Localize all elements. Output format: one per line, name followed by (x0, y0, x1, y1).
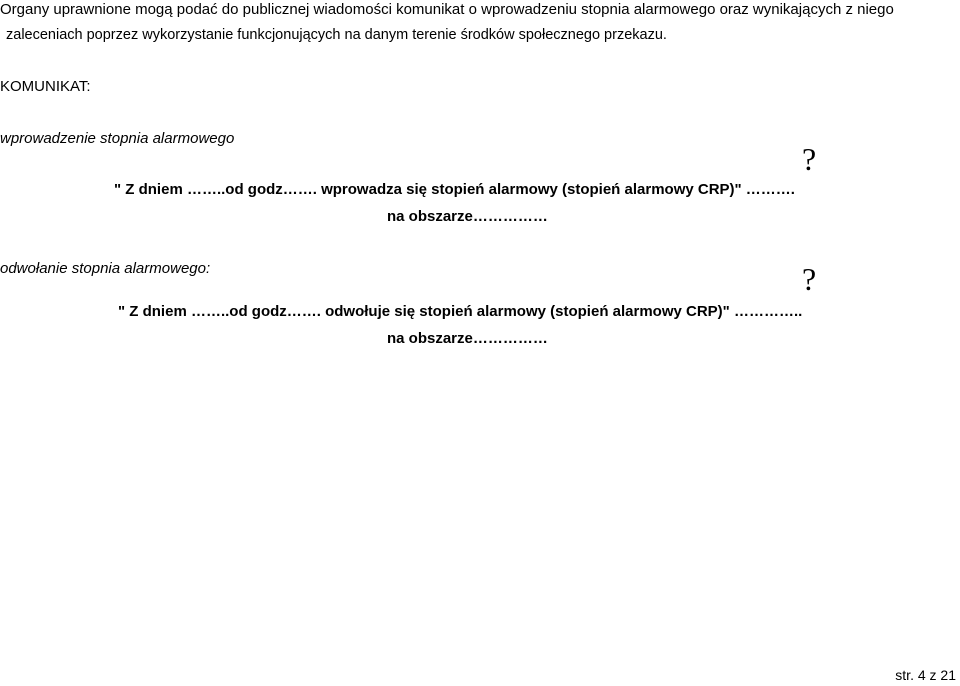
intro-paragraph-line-2: zaleceniach poprzez wykorzystanie funkcjonujących na danym terenie środków społecznego przekazu. (6, 27, 667, 43)
enactment-question-mark: ? (802, 141, 817, 177)
page-number: str. 4 z 21 (895, 667, 956, 683)
cancellation-statement-line-2: na obszarze…………… (387, 330, 548, 347)
cancellation-statement-line-1: " Z dniem ……..od godz……. odwołuje się stopień alarmowy (stopień alarmowy CRP)" ………….. (118, 303, 803, 320)
enactment-statement-line-1: " Z dniem ……..od godz……. wprowadza się stopień alarmowy (stopień alarmowy CRP)" ………. (114, 181, 795, 198)
enactment-statement-line-2: na obszarze…………… (387, 208, 548, 225)
intro-paragraph-line-1: Organy uprawnione mogą podać do publicznej wiadomości komunikat o wprowadzeniu stopnia alarmowego oraz wynikających z niego (0, 1, 894, 18)
cancellation-section-label: odwołanie stopnia alarmowego: (0, 260, 211, 277)
komunikat-heading: KOMUNIKAT: (0, 78, 91, 95)
cancellation-question-mark: ? (802, 261, 817, 297)
enactment-section-label: wprowadzenie stopnia alarmowego (0, 130, 235, 147)
